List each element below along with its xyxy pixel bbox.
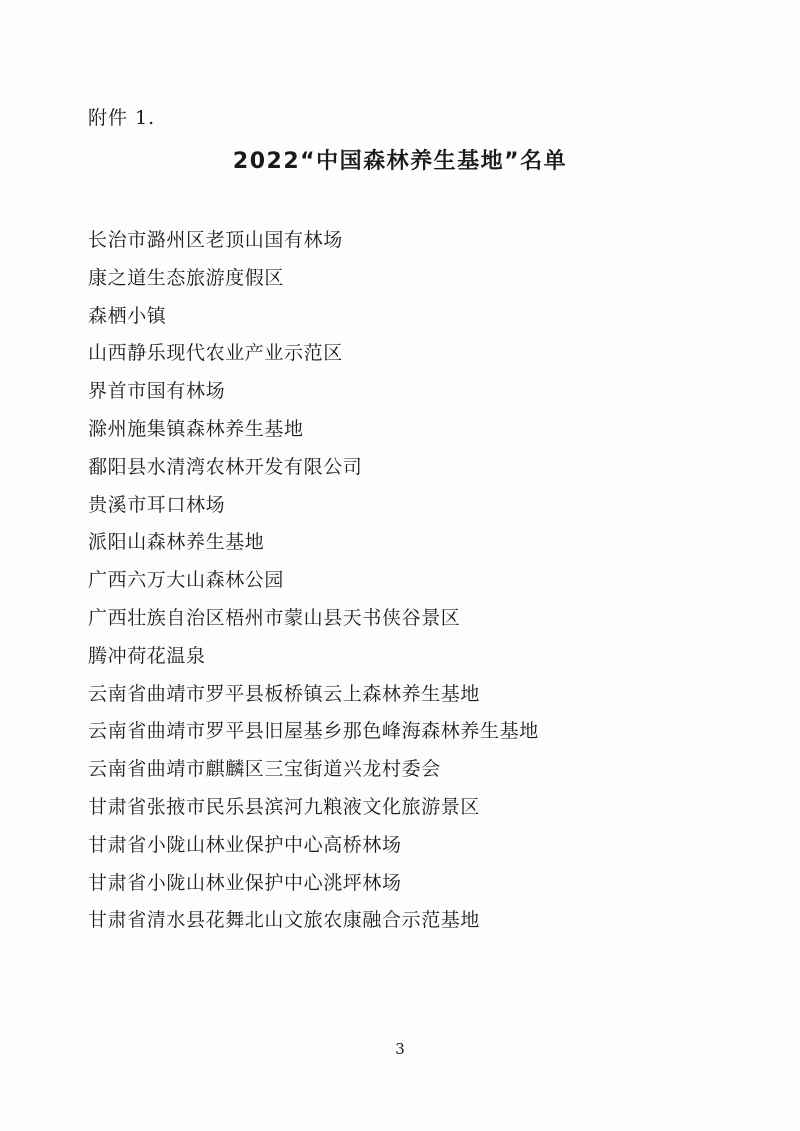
page-title: 2022“中国森林养生基地”名单 bbox=[232, 149, 568, 174]
list-item: 腾冲荷花温泉 bbox=[88, 644, 206, 667]
list-item: 甘肃省清水县花舞北山文旅农康融合示范基地 bbox=[88, 909, 481, 932]
list-item: 康之道生态旅游度假区 bbox=[88, 266, 285, 289]
list-item: 滁州施集镇森林养生基地 bbox=[88, 417, 304, 440]
list-item: 云南省曲靖市麒麟区三宝街道兴龙村委会 bbox=[88, 758, 441, 781]
list-item: 森栖小镇 bbox=[88, 304, 167, 327]
list-item: 甘肃省小陇山林业保护中心高桥林场 bbox=[88, 833, 402, 856]
list-item: 甘肃省张掖市民乐县滨河九粮液文化旅游景区 bbox=[88, 795, 481, 818]
list-item: 云南省曲靖市罗平县旧屋基乡那色峰海森林养生基地 bbox=[88, 720, 539, 743]
list-item: 贵溪市耳口林场 bbox=[88, 493, 226, 516]
entry-list bbox=[88, 222, 748, 940]
list-item: 云南省曲靖市罗平县板桥镇云上森林养生基地 bbox=[88, 682, 481, 705]
page-number: 3 bbox=[395, 1040, 405, 1058]
list-item: 广西六万大山森林公园 bbox=[88, 569, 285, 592]
list-item: 派阳山森林养生基地 bbox=[88, 531, 265, 554]
list-item: 山西静乐现代农业产业示范区 bbox=[88, 342, 343, 365]
attachment-label: 附件 1. bbox=[88, 107, 156, 129]
list-item: 广西壮族自治区梧州市蒙山县天书侠谷景区 bbox=[88, 606, 461, 629]
list-item: 界首市国有林场 bbox=[88, 380, 226, 403]
list-item: 长治市潞州区老顶山国有林场 bbox=[88, 229, 343, 251]
list-item: 甘肃省小陇山林业保护中心洮坪林场 bbox=[88, 871, 402, 894]
list-item: 鄱阳县水清湾农林开发有限公司 bbox=[88, 455, 363, 478]
